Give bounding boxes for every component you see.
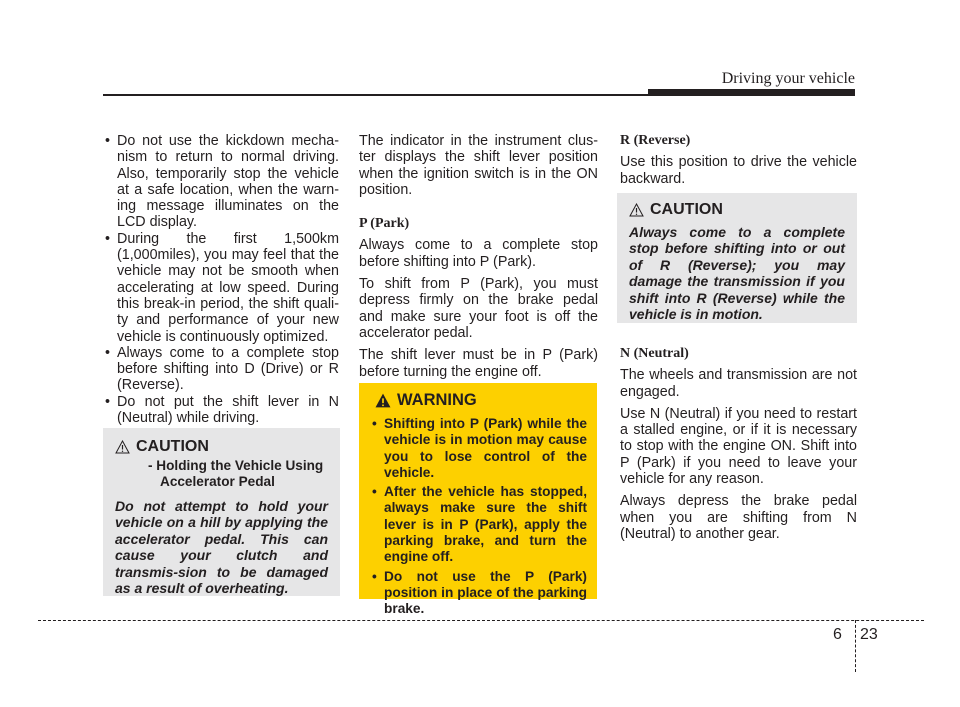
neutral-heading: N (Neutral) [620, 346, 689, 361]
warning-box-park [359, 383, 597, 617]
header-bar [648, 89, 855, 96]
park-heading: P (Park) [359, 216, 410, 232]
caution-subtitle-cont: Accelerator Pedal [160, 474, 275, 489]
right-column [620, 133, 857, 193]
left-bullet-list [102, 133, 339, 426]
chapter-number: 6 [833, 626, 842, 643]
caution-title: CAUTION [136, 438, 209, 455]
caution-body: Do not attempt to hold your vehicle on a hill by applying the accelerator pedal. This can cause your clutch and transmis-sion to be damaged as a result of overheating. [115, 498, 328, 597]
caution-box-reverse [617, 193, 857, 323]
park-paragraph: Always come to a complete stop before shifting into P (Park). [359, 237, 598, 270]
caution-box-holding-vehicle [103, 428, 340, 596]
warning-triangle-icon [375, 393, 391, 408]
right-column-lower [620, 346, 857, 548]
list-item: • Do not use the kickdown mecha-nism to return to normal driving. Also, temporarily stop the vehicle at a safe location, when the warn-ing message illuminates on the LCD display. [102, 133, 339, 231]
neutral-paragraph: The wheels and transmission are not engaged. [620, 367, 857, 400]
list-item: • Shifting into P (Park) while the vehicle is in motion may cause you to lose control of the vehicle. [369, 416, 587, 481]
footer-page-divider [855, 620, 856, 672]
warning-title: WARNING [397, 391, 477, 409]
caution-title: CAUTION [650, 201, 723, 218]
caution-triangle-icon [629, 203, 644, 217]
reverse-heading: R (Reverse) [620, 133, 691, 148]
page-number: 23 [860, 626, 878, 643]
page-header-title: Driving your vehicle [721, 70, 855, 87]
list-item: • Do not put the shift lever in N (Neutral) while driving. [102, 394, 339, 427]
list-item: • Always come to a complete stop before shifting into D (Drive) or R (Reverse). [102, 345, 339, 394]
warning-header [369, 391, 587, 410]
park-paragraph: To shift from P (Park), you must depress firmly on the brake pedal and make sure your foot is off the accelerator pedal. [359, 276, 598, 341]
neutral-paragraph: Use N (Neutral) if you need to restart a stalled engine, or if it is necessary to stop with the engine ON. Shift into P (Park) if you need to leave your vehicle for any reason. [620, 405, 857, 488]
reverse-paragraph: Use this position to drive the vehicle backward. [620, 154, 857, 187]
caution-header [629, 201, 845, 219]
middle-column [359, 133, 598, 386]
caution-subtitle: - Holding the Vehicle Using [148, 458, 324, 473]
neutral-paragraph: Always depress the brake pedal when you are shifting from N (Neutral) to another gear. [620, 493, 857, 542]
footer-divider [38, 620, 924, 621]
list-item: • After the vehicle has stopped, always make sure the shift lever is in P (Park), apply the parking brake, and turn the engine off. [369, 484, 587, 565]
caution-header [115, 438, 328, 456]
indicator-paragraph: The indicator in the instrument clus-ter displays the shift lever position when the ignition switch is in the ON position. [359, 133, 598, 198]
list-item: • Do not use the P (Park) position in place of the parking brake. [369, 569, 587, 618]
list-item: • During the first 1,500km (1,000miles), you may feel that the vehicle may not be smooth when accelerating at low speed. During this break-in period, the shift quali-ty and performance of your new vehicle is continuously optimized. [102, 231, 339, 345]
warning-list [369, 416, 587, 618]
caution-triangle-icon [115, 440, 130, 454]
caution-body: Always come to a complete stop before shifting into or out of R (Reverse); you may damage the transmission if you shift into R (Reverse) while the vehicle is in motion. [629, 224, 845, 323]
left-column [102, 133, 339, 426]
park-paragraph: The shift lever must be in P (Park) before turning the engine off. [359, 347, 598, 380]
